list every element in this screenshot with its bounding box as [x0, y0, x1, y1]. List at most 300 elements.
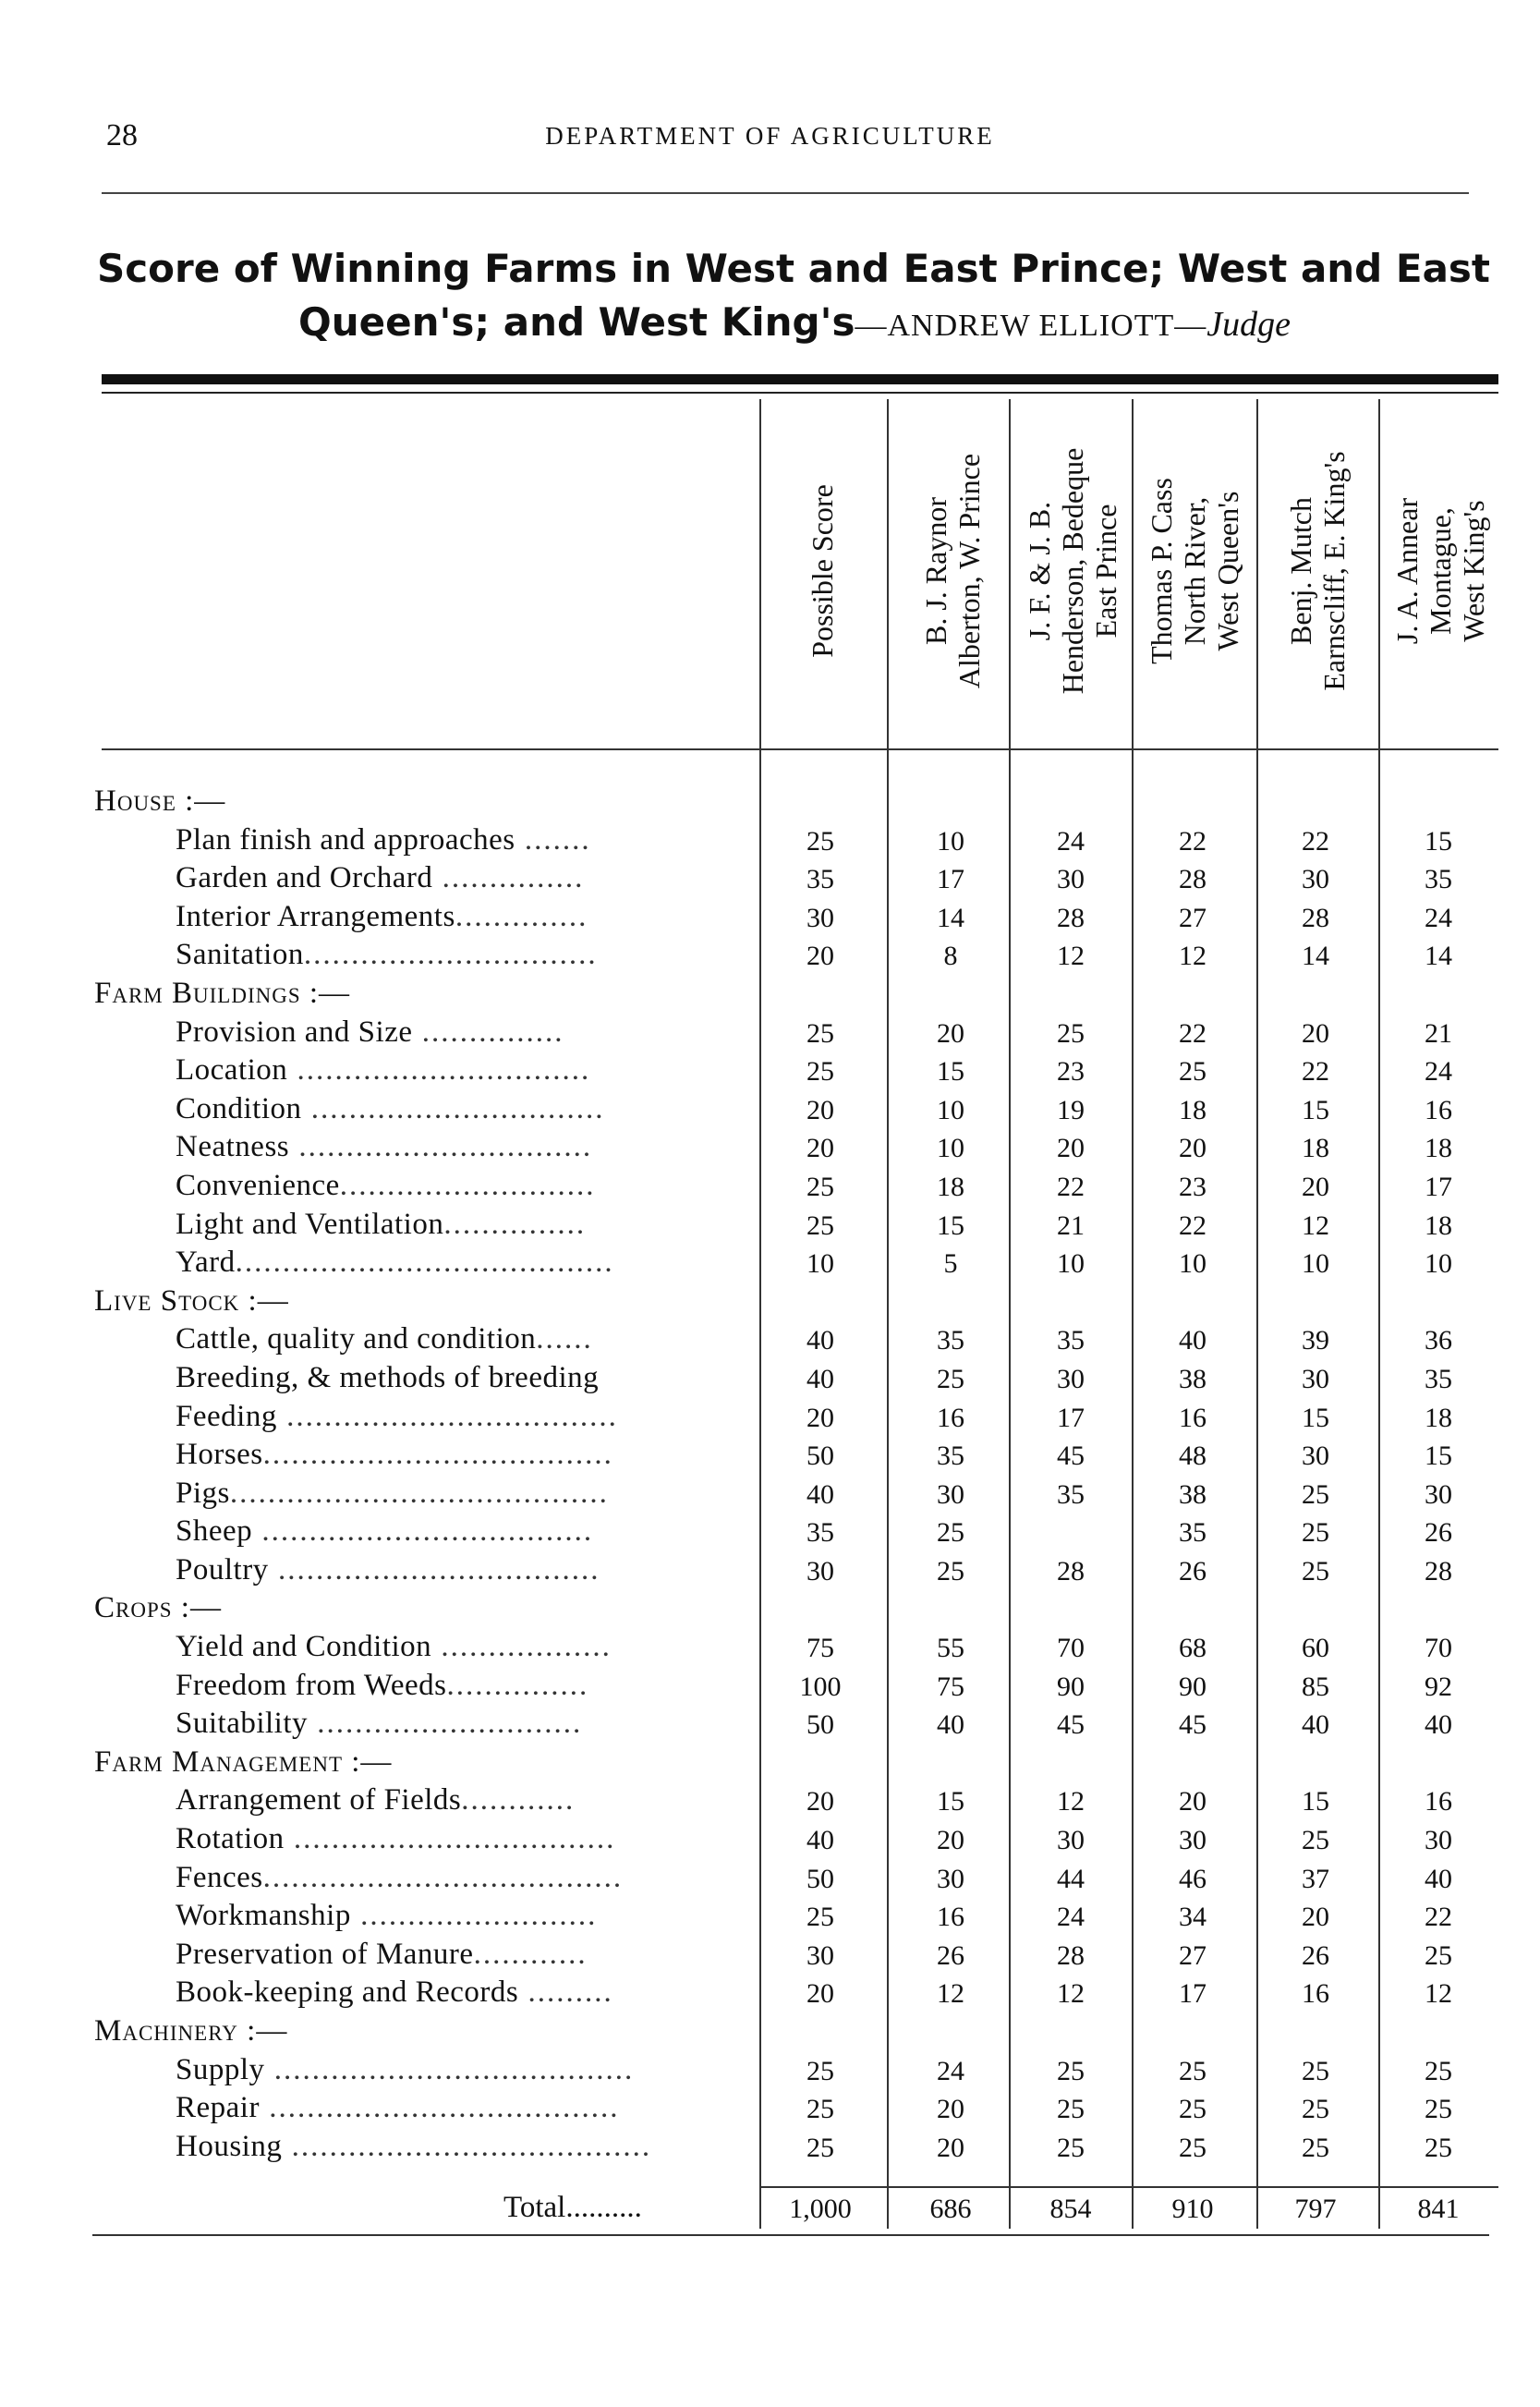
column-header-line: Montague,: [1424, 507, 1457, 635]
cell-mutch: 22: [1302, 825, 1329, 857]
total-value-annear: 841: [1417, 2194, 1460, 2224]
section-heading: [94, 1745, 667, 1780]
cell-henderson: 12: [1057, 1978, 1085, 2010]
cell-annear: 25: [1425, 2132, 1452, 2163]
row-label-text: Light and Ventilation: [176, 1207, 444, 1241]
score-table-body: [0, 782, 1540, 2165]
cell-annear: 10: [1425, 1248, 1452, 1280]
cell-annear: 16: [1425, 1786, 1452, 1817]
leader-dots: ............: [473, 1937, 588, 1971]
cell-cass: 27: [1179, 902, 1207, 933]
cell-annear: 17: [1425, 1171, 1452, 1202]
cell-possible-score: 40: [806, 1825, 834, 1856]
row-label-text: Breeding, & methods of breeding: [176, 1360, 600, 1394]
leader-dots: .........................: [350, 1899, 598, 1933]
table-row: [0, 1013, 1540, 1052]
cell-possible-score: 25: [806, 1017, 834, 1049]
cell-annear: 25: [1425, 2094, 1452, 2125]
cell-possible-score: 25: [806, 825, 834, 857]
cell-mutch: 20: [1302, 1902, 1329, 1933]
cell-mutch: 20: [1302, 1171, 1329, 1202]
row-label: [176, 1246, 748, 1280]
leader-dots: ...............: [432, 861, 585, 895]
cell-mutch: 25: [1302, 1825, 1329, 1856]
cell-cass: 25: [1179, 2094, 1207, 2125]
cell-raynor: 30: [937, 1863, 964, 1894]
cell-mutch: 25: [1302, 2094, 1329, 2125]
row-label: [176, 1899, 748, 1933]
leader-dots: ........................................: [229, 1476, 609, 1510]
cell-raynor: 75: [937, 1671, 964, 1702]
cell-possible-score: 50: [806, 1709, 834, 1741]
leader-dots: ...............: [412, 1015, 564, 1049]
column-header-line: J. F. & J. B.: [1023, 501, 1056, 641]
section-heading-row: [0, 1282, 1540, 1320]
cell-cass: 25: [1179, 1056, 1207, 1088]
cell-mutch: 37: [1302, 1863, 1329, 1894]
cell-annear: 40: [1425, 1863, 1452, 1894]
row-label: [176, 823, 748, 857]
cell-annear: 28: [1425, 1555, 1452, 1586]
row-label-text: Poultry: [176, 1552, 269, 1586]
row-label-text: Condition: [176, 1091, 302, 1125]
cell-henderson: 24: [1057, 825, 1085, 857]
judge-name: ANDREW ELLIOTT: [887, 309, 1175, 343]
table-row: [0, 1781, 1540, 1819]
row-label: [176, 1861, 748, 1895]
leader-dots: ...............................: [301, 1091, 605, 1125]
cell-annear: 35: [1425, 1363, 1452, 1394]
leader-dots: ..................................: [284, 1822, 616, 1856]
table-row: [0, 1358, 1540, 1397]
cell-raynor: 30: [937, 1478, 964, 1510]
cell-henderson: 20: [1057, 1133, 1085, 1164]
cell-mutch: 28: [1302, 902, 1329, 933]
table-row: [0, 1666, 1540, 1705]
total-value-raynor: 686: [929, 2194, 972, 2224]
cell-mutch: 25: [1302, 1517, 1329, 1549]
row-label: [176, 1015, 748, 1050]
leader-dots: .......: [515, 822, 591, 857]
cell-annear: 18: [1425, 1210, 1452, 1241]
cell-possible-score: 35: [806, 864, 834, 895]
cell-henderson: 30: [1057, 1363, 1085, 1394]
row-label-text: Yield and Condition: [176, 1630, 432, 1664]
cell-annear: 12: [1425, 1978, 1452, 2010]
cell-possible-score: 25: [806, 1210, 834, 1241]
cell-mutch: 15: [1302, 1402, 1329, 1433]
table-row: [0, 2127, 1540, 2166]
cell-mutch: 25: [1302, 1555, 1329, 1586]
section-heading: [94, 784, 667, 819]
cell-cass: 10: [1179, 1248, 1207, 1280]
row-label-text: Arrangement of Fields: [176, 1783, 462, 1817]
cell-raynor: 18: [937, 1171, 964, 1202]
cell-mutch: 10: [1302, 1248, 1329, 1280]
column-header-cass: [1139, 395, 1250, 747]
column-header-line: West King's: [1457, 500, 1490, 642]
leader-dots: ...........................: [339, 1168, 596, 1202]
cell-henderson: 25: [1057, 1017, 1085, 1049]
leader-dots: .....................................: [259, 2091, 620, 2125]
cell-possible-score: 20: [806, 1786, 834, 1817]
column-header-henderson: [1017, 395, 1128, 747]
cell-cass: 40: [1179, 1325, 1207, 1356]
cell-mutch: 14: [1302, 941, 1329, 972]
leader-dots: ......................................: [262, 1860, 624, 1894]
leader-dots: ......................................: [282, 2129, 652, 2163]
cell-cass: 46: [1179, 1863, 1207, 1894]
table-row: [0, 858, 1540, 897]
section-heading: [94, 2014, 667, 2048]
leader-dots: .........: [518, 1975, 613, 2010]
cell-henderson: 28: [1057, 1939, 1085, 1971]
cell-possible-score: 100: [799, 1671, 842, 1702]
table-row: [0, 1435, 1540, 1474]
cell-mutch: 26: [1302, 1939, 1329, 1971]
cell-possible-score: 40: [806, 1325, 834, 1356]
table-row: [0, 935, 1540, 974]
row-label: [176, 938, 748, 972]
section-heading-row: [0, 2012, 1540, 2050]
row-label: [176, 1975, 748, 2010]
cell-possible-score: 25: [806, 2132, 834, 2163]
row-label-text: Yard: [176, 1246, 236, 1280]
cell-possible-score: 40: [806, 1363, 834, 1394]
page-number: 28: [106, 118, 138, 152]
cell-raynor: 24: [937, 2055, 964, 2086]
cell-raynor: 16: [937, 1402, 964, 1433]
table-row: [0, 2050, 1540, 2089]
row-label-text: Housing: [176, 2129, 283, 2163]
cell-raynor: 35: [937, 1441, 964, 1472]
column-header-text: [919, 454, 986, 688]
cell-henderson: 12: [1057, 941, 1085, 972]
cell-henderson: 10: [1057, 1248, 1085, 1280]
cell-possible-score: 50: [806, 1863, 834, 1894]
cell-cass: 20: [1179, 1133, 1207, 1164]
column-header-line: North River,: [1178, 496, 1211, 646]
cell-cass: 48: [1179, 1441, 1207, 1472]
row-label: [176, 1553, 748, 1587]
column-header-line: Alberton, W. Prince: [952, 453, 986, 689]
table-row: [0, 1243, 1540, 1282]
cell-annear: 15: [1425, 825, 1452, 857]
total-value-mutch: 797: [1294, 2194, 1337, 2224]
column-header-text: [1390, 498, 1490, 644]
row-label: [176, 1053, 748, 1088]
column-header-text: [1284, 451, 1351, 690]
cell-annear: 24: [1425, 1056, 1452, 1088]
table-row: [0, 1127, 1540, 1166]
cell-henderson: 35: [1057, 1325, 1085, 1356]
cell-possible-score: 30: [806, 1555, 834, 1586]
header-bottom-rule: [102, 748, 1498, 750]
row-label: [176, 1130, 748, 1164]
cell-possible-score: 20: [806, 1402, 834, 1433]
cell-annear: 26: [1425, 1517, 1452, 1549]
cell-cass: 12: [1179, 941, 1207, 972]
table-row: [0, 1166, 1540, 1205]
cell-annear: 92: [1425, 1671, 1452, 1702]
leader-dots: ........................................: [235, 1246, 614, 1280]
title-line-2: [97, 296, 1510, 353]
leader-dots: ............................: [308, 1707, 583, 1741]
cell-annear: 35: [1425, 864, 1452, 895]
row-label-text: Sheep: [176, 1514, 253, 1549]
column-header-line: Benj. Mutch: [1284, 497, 1317, 645]
row-label: [176, 2053, 748, 2087]
cell-annear: 25: [1425, 1939, 1452, 1971]
row-label: [176, 1361, 748, 1395]
row-label: [176, 1822, 748, 1856]
row-label-text: Garden and Orchard: [176, 861, 433, 895]
column-header-line: J. A. Annear: [1390, 497, 1424, 645]
cell-possible-score: 25: [806, 1902, 834, 1933]
column-header-line: B. J. Raynor: [919, 497, 952, 645]
section-heading: [94, 1284, 667, 1319]
cell-possible-score: 25: [806, 1171, 834, 1202]
cell-annear: 24: [1425, 902, 1452, 933]
cell-cass: 27: [1179, 1939, 1207, 1971]
row-label-text: Crops :—: [94, 1591, 222, 1625]
title-line-2-text: Queen's; and West King's: [298, 299, 855, 345]
cell-mutch: 40: [1302, 1709, 1329, 1741]
table-row: [0, 1858, 1540, 1897]
total-row: [0, 2188, 1540, 2229]
cell-raynor: 20: [937, 1017, 964, 1049]
cell-raynor: 35: [937, 1325, 964, 1356]
leader-dots: ......: [536, 1322, 593, 1356]
cell-mutch: 22: [1302, 1056, 1329, 1088]
cell-henderson: 45: [1057, 1441, 1085, 1472]
running-head-title: DEPARTMENT OF AGRICULTURE: [545, 122, 995, 150]
cell-henderson: 25: [1057, 2132, 1085, 2163]
row-label: [176, 1092, 748, 1126]
leader-dots: ...................................: [252, 1514, 594, 1549]
cell-mutch: 12: [1302, 1210, 1329, 1241]
table-row: [0, 2088, 1540, 2127]
table-row: [0, 1704, 1540, 1743]
row-label-text: Fences: [176, 1860, 263, 1894]
leader-dots: ...................................: [276, 1399, 618, 1433]
row-label: [176, 1477, 748, 1511]
cell-raynor: 10: [937, 1094, 964, 1125]
row-label-text: Horses: [176, 1438, 263, 1472]
cell-raynor: 8: [943, 941, 958, 972]
cell-cass: 68: [1179, 1633, 1207, 1664]
table-row: [0, 1896, 1540, 1935]
leader-dots: ...............: [443, 1207, 587, 1241]
column-header-annear: [1385, 395, 1496, 747]
cell-cass: 38: [1179, 1363, 1207, 1394]
table-row: [0, 1205, 1540, 1244]
cell-raynor: 20: [937, 1825, 964, 1856]
cell-mutch: 25: [1302, 2055, 1329, 2086]
total-value-henderson: 854: [1049, 2194, 1092, 2224]
table-row: [0, 1397, 1540, 1436]
cell-henderson: 28: [1057, 1555, 1085, 1586]
cell-cass: 34: [1179, 1902, 1207, 1933]
column-header-text: [1145, 478, 1244, 664]
cell-mutch: 25: [1302, 1478, 1329, 1510]
title-thin-rule: [102, 392, 1498, 394]
cell-annear: 30: [1425, 1825, 1452, 1856]
table-row: [0, 1550, 1540, 1589]
leader-dots: ..............: [455, 899, 588, 933]
column-header-possible-score: [767, 395, 878, 747]
row-label-text: Rotation: [176, 1822, 285, 1856]
cell-raynor: 15: [937, 1056, 964, 1088]
cell-mutch: 20: [1302, 1017, 1329, 1049]
cell-annear: 25: [1425, 2055, 1452, 2086]
row-label-text: Farm Buildings :—: [94, 976, 351, 1010]
cell-possible-score: 20: [806, 1978, 834, 2010]
cell-mutch: 39: [1302, 1325, 1329, 1356]
cell-henderson: 45: [1057, 1709, 1085, 1741]
title-thick-rule: [102, 374, 1498, 384]
table-row: [0, 1973, 1540, 2012]
cell-possible-score: 25: [806, 1056, 834, 1088]
section-heading: [94, 1591, 667, 1625]
row-label: [176, 1938, 748, 1972]
cell-henderson: 25: [1057, 2055, 1085, 2086]
table-row: [0, 897, 1540, 936]
row-label: [176, 2091, 748, 2125]
row-label-text: Provision and Size: [176, 1015, 413, 1049]
cell-raynor: 12: [937, 1978, 964, 2010]
cell-henderson: 12: [1057, 1786, 1085, 1817]
cell-annear: 16: [1425, 1094, 1452, 1125]
column-header-text: [806, 484, 839, 658]
cell-raynor: 15: [937, 1210, 964, 1241]
leader-dots: .....................................: [262, 1438, 613, 1472]
cell-raynor: 20: [937, 2094, 964, 2125]
cell-henderson: 70: [1057, 1633, 1085, 1664]
section-heading-row: [0, 1743, 1540, 1781]
cell-possible-score: 40: [806, 1478, 834, 1510]
cell-cass: 30: [1179, 1825, 1207, 1856]
cell-cass: 17: [1179, 1978, 1207, 2010]
row-label-text: House :—: [94, 784, 226, 818]
cell-cass: 23: [1179, 1171, 1207, 1202]
table-row: [0, 1627, 1540, 1666]
cell-henderson: 25: [1057, 2094, 1085, 2125]
row-label: [176, 1208, 748, 1242]
row-label: [176, 1630, 748, 1664]
title-line-1: Score of Winning Farms in West and East Prince; West and East: [97, 246, 1490, 291]
row-label-text: Live Stock :—: [94, 1283, 289, 1318]
cell-annear: 30: [1425, 1478, 1452, 1510]
leader-dots: ...............: [446, 1668, 589, 1702]
cell-mutch: 15: [1302, 1786, 1329, 1817]
cell-henderson: 90: [1057, 1671, 1085, 1702]
section-heading-row: [0, 782, 1540, 821]
cell-henderson: 23: [1057, 1056, 1085, 1088]
cell-annear: 18: [1425, 1402, 1452, 1433]
cell-raynor: 15: [937, 1786, 964, 1817]
cell-annear: 36: [1425, 1325, 1452, 1356]
row-label: [176, 1783, 748, 1817]
section-heading-row: [0, 974, 1540, 1013]
cell-henderson: 17: [1057, 1402, 1085, 1433]
row-label-text: Suitability: [176, 1707, 309, 1741]
cell-cass: 35: [1179, 1517, 1207, 1549]
table-row: [0, 1474, 1540, 1513]
column-header-line: Earnscliff, E. King's: [1317, 451, 1351, 691]
cell-cass: 25: [1179, 2132, 1207, 2163]
cell-raynor: 10: [937, 1133, 964, 1164]
row-label-text: Interior Arrangements: [176, 899, 455, 933]
row-label: [176, 1707, 748, 1741]
cell-cass: 16: [1179, 1402, 1207, 1433]
row-label-text: Preservation of Manure: [176, 1937, 474, 1971]
table-title: [97, 242, 1510, 353]
total-label: Total..........: [503, 2191, 642, 2224]
table-row: [0, 1935, 1540, 1974]
table-row: [0, 1819, 1540, 1858]
cell-mutch: 30: [1302, 1363, 1329, 1394]
cell-mutch: 18: [1302, 1133, 1329, 1164]
cell-mutch: 85: [1302, 1671, 1329, 1702]
judge-dash: —: [1174, 309, 1207, 343]
cell-henderson: 22: [1057, 1171, 1085, 1202]
table-row: [0, 1512, 1540, 1550]
row-label-text: Plan finish and approaches: [176, 822, 515, 857]
cell-henderson: 19: [1057, 1094, 1085, 1125]
cell-mutch: 25: [1302, 2132, 1329, 2163]
cell-mutch: 30: [1302, 864, 1329, 895]
cell-mutch: 15: [1302, 1094, 1329, 1125]
row-label: [176, 1669, 748, 1703]
table-row: [0, 821, 1540, 859]
cell-mutch: 16: [1302, 1978, 1329, 2010]
cell-cass: 22: [1179, 1017, 1207, 1049]
row-label-text: Freedom from Weeds: [176, 1668, 447, 1702]
column-header-line: Possible Score: [806, 484, 839, 658]
leader-dots: ..................................: [268, 1552, 600, 1586]
cell-raynor: 40: [937, 1709, 964, 1741]
header-rule: [102, 192, 1469, 194]
cell-cass: 26: [1179, 1555, 1207, 1586]
cell-henderson: 35: [1057, 1478, 1085, 1510]
cell-henderson: 30: [1057, 864, 1085, 895]
column-header-line: West Queen's: [1211, 491, 1244, 651]
row-label-text: Pigs: [176, 1476, 230, 1510]
cell-annear: 40: [1425, 1709, 1452, 1741]
row-label-text: Book-keeping and Records: [176, 1975, 519, 2010]
row-label: [176, 1169, 748, 1203]
cell-cass: 90: [1179, 1671, 1207, 1702]
column-header-line: Henderson, Bedeque: [1056, 447, 1089, 695]
column-header-mutch: [1262, 395, 1373, 747]
cell-possible-score: 20: [806, 1133, 834, 1164]
leader-dots: ...............................: [287, 1053, 591, 1088]
row-label-text: Convenience: [176, 1168, 340, 1202]
row-label-text: Farm Management :—: [94, 1744, 393, 1779]
cell-raynor: 14: [937, 902, 964, 933]
table-row: [0, 1319, 1540, 1358]
cell-annear: 70: [1425, 1633, 1452, 1664]
row-label: [176, 1438, 748, 1472]
cell-cass: 38: [1179, 1478, 1207, 1510]
row-label-text: Neatness: [176, 1130, 290, 1164]
cell-possible-score: 25: [806, 2055, 834, 2086]
row-label-text: Location: [176, 1053, 288, 1088]
cell-raynor: 25: [937, 1363, 964, 1394]
section-heading: [94, 977, 667, 1011]
column-header-line: East Prince: [1089, 504, 1122, 638]
